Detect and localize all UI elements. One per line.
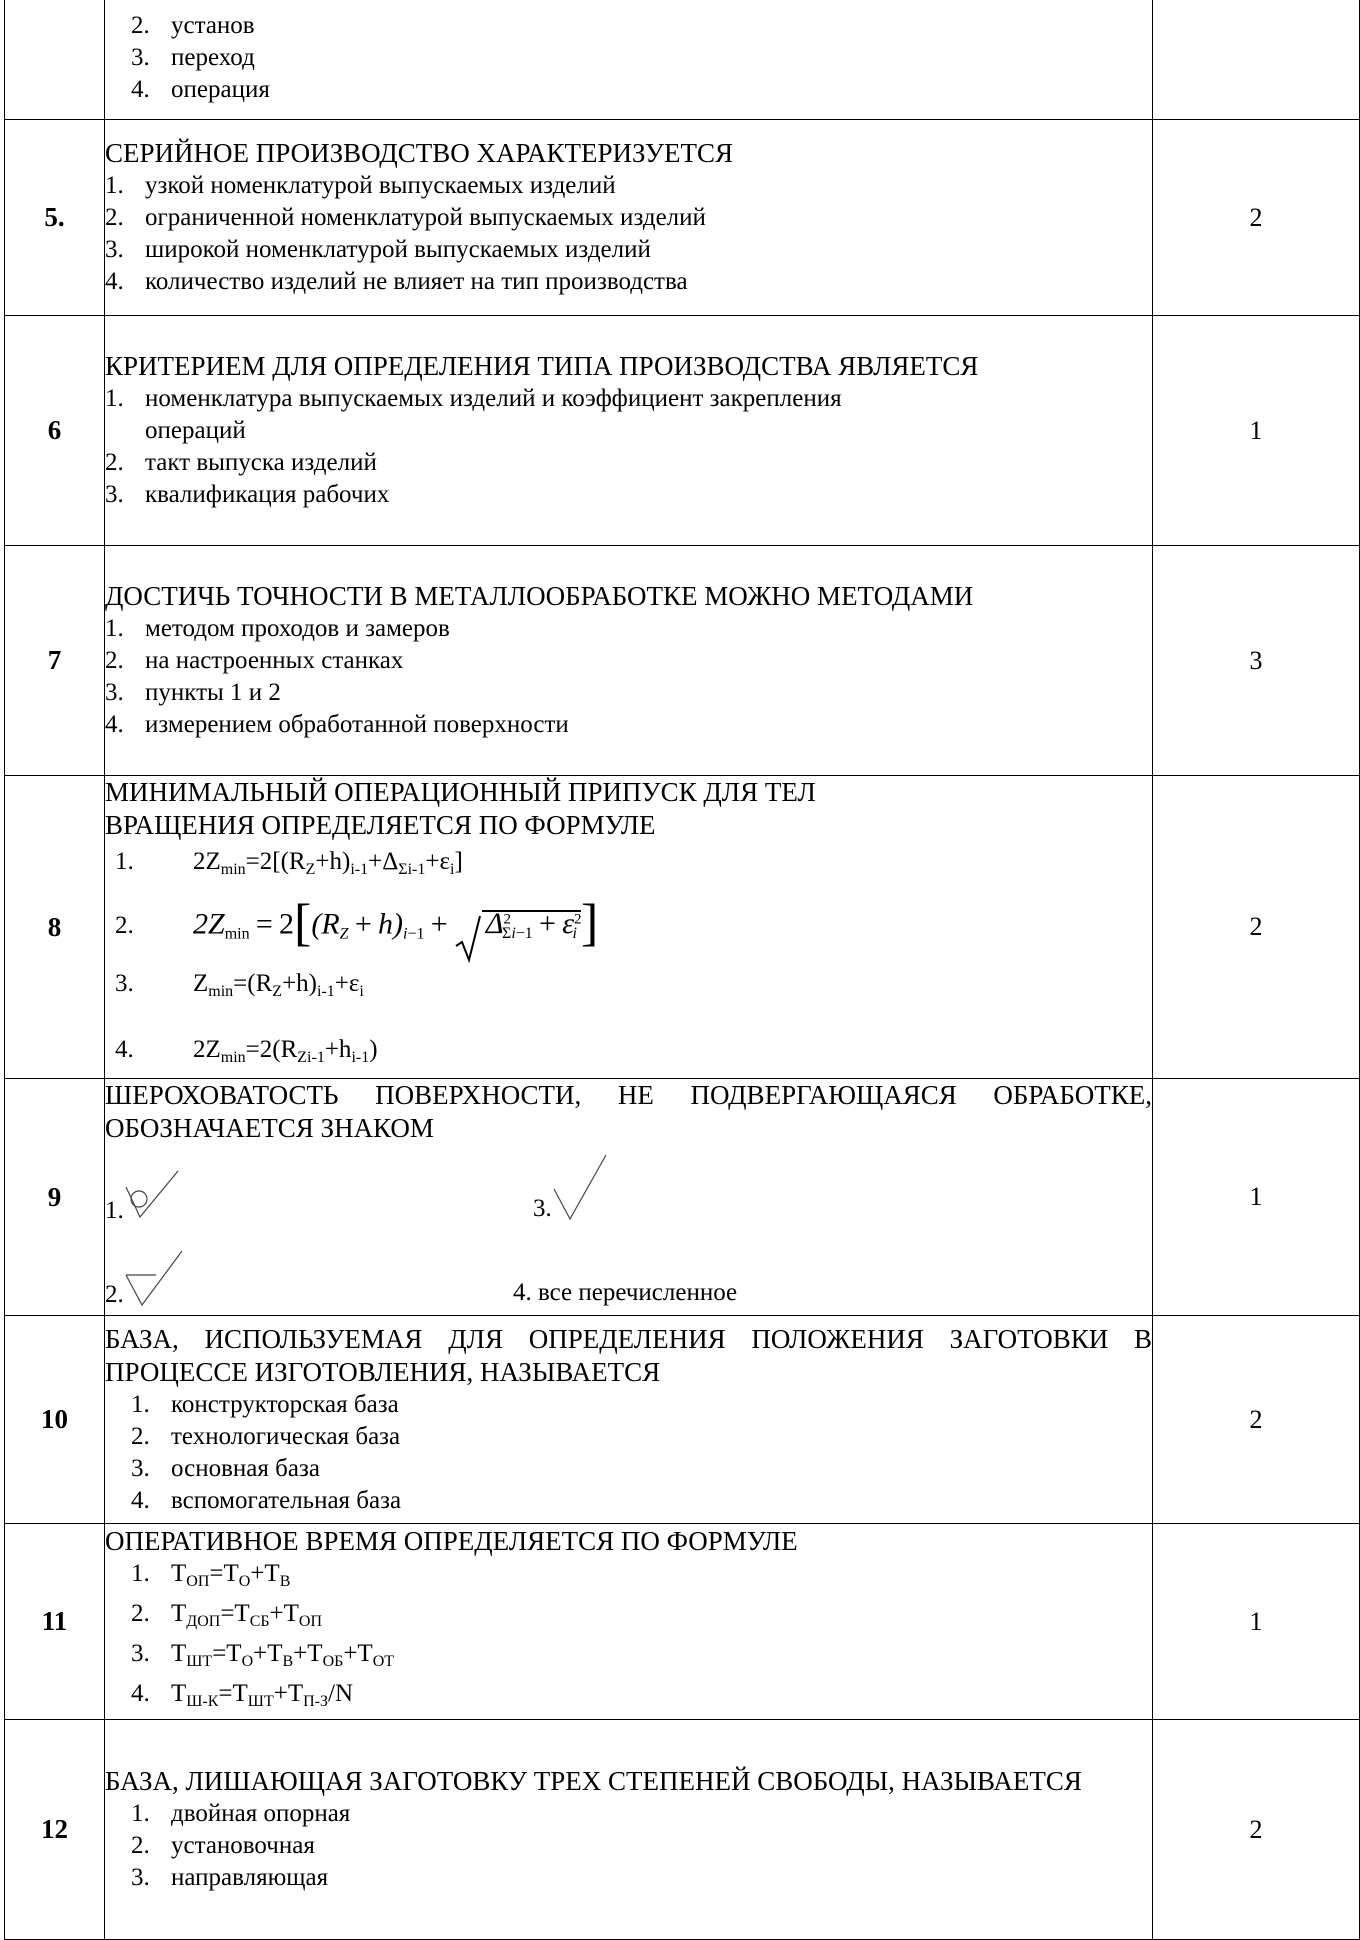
answer-cell: 3 — [1153, 546, 1360, 776]
answer-cell — [1153, 0, 1360, 120]
formula-option-1: 1. $T_{ОП}=T_О+T_В$ — [131, 1560, 291, 1591]
question-number: 6 — [5, 316, 105, 546]
option-item: 4. вспомогательная база — [131, 1486, 402, 1514]
option-item: 3. — [533, 1153, 608, 1223]
question-cell — [105, 316, 1153, 546]
table-row — [5, 316, 1360, 546]
table-row — [5, 120, 1360, 316]
quiz-table — [4, 0, 1360, 1940]
question-cell — [105, 546, 1153, 776]
option-item: 3. квалификация рабочих — [105, 481, 390, 508]
question-text: КРИТЕРИЕМ ДЛЯ ОПРЕДЕЛЕНИЯ ТИПА ПРОИЗВОДСТВА ЯВЛЯЕТСЯ — [105, 351, 979, 381]
question-text: БАЗА, ИСПОЛЬЗУЕМАЯ ДЛЯ ОПРЕДЕЛЕНИЯ ПОЛОЖЕНИЯ ЗАГОТОВКИ В ПРОЦЕССЕ ИЗГОТОВЛЕНИЯ, НАЗЫВАЕТСЯ — [105, 1323, 1152, 1387]
question-number — [5, 0, 105, 120]
option-continuation: операций — [145, 417, 246, 444]
formula-option-4: 4. $T_{Ш-К}=T_{ШТ}+T_{П-З}/N$ — [131, 1680, 353, 1711]
answer-cell: 2 — [1153, 1316, 1360, 1524]
question-cell — [105, 120, 1153, 316]
roughness-basic-sign-icon — [552, 1153, 608, 1223]
question-cell — [105, 1720, 1153, 1940]
table-row — [5, 0, 1360, 120]
question-number: 7 — [5, 546, 105, 776]
formula-option-3: 3. $Z_{min}=(R_Z+h)_{i-1}+\varepsilon_i$ — [115, 970, 364, 1001]
table-row — [5, 546, 1360, 776]
roughness-options — [105, 1145, 1152, 1315]
question-text: ОПЕРАТИВНОЕ ВРЕМЯ ОПРЕДЕЛЯЕТСЯ ПО ФОРМУЛЕ — [105, 1526, 798, 1557]
option-item: 4. операция — [131, 76, 270, 103]
table-row — [5, 1316, 1360, 1524]
question-text: БАЗА, ЛИШАЮЩАЯ ЗАГОТОВКУ ТРЕХ СТЕПЕНЕЙ СВОБОДЫ, НАЗЫВАЕТСЯ — [105, 1766, 1082, 1797]
option-item: 3. основная база — [131, 1454, 320, 1482]
option-item: 2. такт выпуска изделий — [105, 449, 377, 476]
question-cell — [105, 1524, 1153, 1720]
table-row — [5, 1524, 1360, 1720]
option-item: 4. количество изделий не влияет на тип производства — [105, 268, 688, 295]
option-item: 4. измерением обработанной поверхности — [105, 711, 569, 738]
question-number: 10 — [5, 1316, 105, 1524]
option-item: 3. направляющая — [131, 1864, 329, 1892]
question-number: 12 — [5, 1720, 105, 1940]
option-item: 2. установ — [131, 12, 255, 39]
formula-option-3: 3. $T_{ШТ}=T_О+T_В+T_{ОБ}+T_{ОТ}$ — [131, 1640, 395, 1671]
formula-option-2: 2. $2Z_{min} = 2[(R_Z + h)_{i-1} + \Delta^2_{\Sigma i-1} + \varepsilon^2_i]$ — [105, 890, 1152, 964]
table-row — [5, 776, 1360, 1079]
option-item: 1. — [105, 1169, 180, 1225]
question-number: 5. — [5, 120, 105, 316]
option-item: 1. номенклатура выпускаемых изделий и коэффициент закрепления — [105, 385, 842, 412]
answer-cell: 1 — [1153, 316, 1360, 546]
option-item: 2. технологическая база — [131, 1422, 401, 1450]
option-item: 3. пункты 1 и 2 — [105, 679, 281, 706]
formula-option-2: 2. $T_{ДОП}=T_{СБ}+T_{ОП}$ — [131, 1600, 323, 1631]
answer-cell: 2 — [1153, 120, 1360, 316]
question-text-line2: ВРАЩЕНИЯ ОПРЕДЕЛЯЕТСЯ ПО ФОРМУЛЕ — [105, 810, 656, 840]
square-root-icon — [454, 914, 482, 964]
option-item: 2. ограниченной номенклатурой выпускаемых изделий — [105, 204, 706, 231]
answer-cell: 1 — [1153, 1079, 1360, 1316]
question-text: ДОСТИЧЬ ТОЧНОСТИ В МЕТАЛЛООБРАБОТКЕ МОЖНО МЕТОДАМИ — [105, 581, 974, 611]
question-text: СЕРИЙНОЕ ПРОИЗВОДСТВО ХАРАКТЕРИЗУЕТСЯ — [105, 138, 734, 168]
table-row — [5, 1720, 1360, 1940]
option-item: 4. все перечисленное — [513, 1279, 738, 1307]
question-text-line1: МИНИМАЛЬНЫЙ ОПЕРАЦИОННЫЙ ПРИПУСК ДЛЯ ТЕЛ — [105, 777, 816, 807]
roughness-triangle-sign-icon — [124, 1249, 184, 1309]
question-cell — [105, 0, 1153, 120]
option-item: 3. широкой номенклатурой выпускаемых изделий — [105, 236, 651, 263]
question-cell — [105, 1316, 1153, 1524]
question-number: 8 — [5, 776, 105, 1079]
table-row — [5, 1079, 1360, 1316]
formula-option-1: 1. $2Z_{min}=2[(R_Z+h)_{i-1}+\Delta_{\Sigma i-1}+\varepsilon_i]$ — [115, 848, 463, 878]
roughness-circle-sign-icon — [124, 1169, 180, 1225]
option-item: 2. — [105, 1249, 184, 1309]
answer-cell: 1 — [1153, 1524, 1360, 1720]
option-item: 3. переход — [131, 44, 255, 71]
question-number: 11 — [5, 1524, 105, 1720]
answer-cell: 2 — [1153, 1720, 1360, 1940]
option-item: 2. установочная — [131, 1832, 315, 1860]
question-text: ШЕРОХОВАТОСТЬ ПОВЕРХНОСТИ, НЕ ПОДВЕРГАЮЩАЯСЯ ОБРАБОТКЕ, ОБОЗНАЧАЕТСЯ ЗНАКОМ — [105, 1080, 1152, 1144]
formula-option-4: 4. $2Z_{min}=2(R_{Zi-1}+h_{i-1})$ — [115, 1036, 378, 1067]
answer-cell: 2 — [1153, 776, 1360, 1079]
option-item: 2. на настроенных станках — [105, 647, 404, 674]
question-number: 9 — [5, 1079, 105, 1316]
question-cell — [105, 776, 1153, 1079]
option-item: 1. методом проходов и замеров — [105, 615, 450, 642]
option-item: 1. конструкторская база — [131, 1390, 399, 1418]
question-cell — [105, 1079, 1153, 1316]
option-item: 1. двойная опорная — [131, 1800, 351, 1828]
option-item: 1. узкой номенклатурой выпускаемых изделий — [105, 172, 616, 199]
